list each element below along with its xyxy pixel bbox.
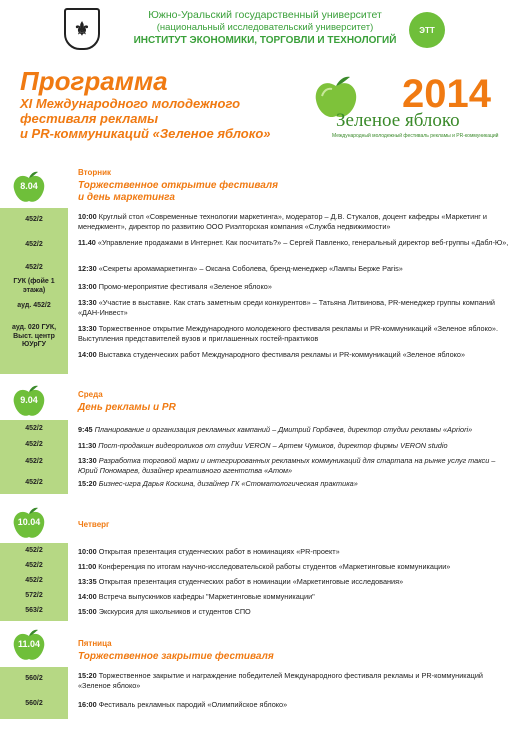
festival-brand xyxy=(312,70,512,150)
event-time: 11:00 xyxy=(78,562,97,571)
event-room: ауд. 020 ГУК, Выст. центр ЮУрГУ xyxy=(11,324,57,348)
event-room: 452/2 xyxy=(25,264,43,271)
event-time: 11.40 xyxy=(78,238,96,247)
event-room: 452/2 xyxy=(25,425,43,432)
event-description: «Секреты аромамаркетинга» – Оксана Соболева, бренд-менеджер «Лампы Берже Paris» xyxy=(98,264,403,273)
event-text xyxy=(78,456,512,475)
program-title xyxy=(20,66,271,141)
event-room: 560/2 xyxy=(25,675,43,682)
day-date: 8.04 xyxy=(20,181,38,191)
university-crest-icon: ⚜ xyxy=(64,8,100,50)
event-room: 452/2 xyxy=(25,458,43,465)
event-time: 13:30 xyxy=(78,298,97,307)
event-description: Планирование и организация рекламных кампаний – Дмитрий Горбачев, директор студии рекламы «Apriori» xyxy=(94,425,473,434)
event-time: 12:30 xyxy=(78,264,97,273)
event-description: Конференция по итогам научно-исследовательской работы студентов «Маркетинговые коммуникации» xyxy=(98,562,451,571)
event-room: 560/2 xyxy=(25,700,43,707)
page-header xyxy=(0,0,516,60)
event-description: Открытая презентация студенческих работ в номинации «Маркетинговые исследования» xyxy=(98,577,404,586)
event-description: Открытая презентация студенческих работ в номинациях «PR-проект» xyxy=(98,547,340,556)
program-subtitle-1: XI Международного молодежного xyxy=(20,96,241,111)
day-date: 11.04 xyxy=(17,639,41,649)
event-text xyxy=(78,441,512,451)
event-text xyxy=(78,282,512,292)
event-room: ауд. 452/2 xyxy=(17,302,51,309)
event-text xyxy=(78,479,512,489)
event-time: 14:00 xyxy=(78,592,97,601)
event-room: 452/2 xyxy=(25,547,43,554)
event-text xyxy=(78,671,512,690)
event-text xyxy=(78,212,512,231)
event-text xyxy=(78,700,512,710)
event-room: 452/2 xyxy=(25,479,43,486)
event-description: «Участие в выставке. Как стать заметным среди конкурентов» – Татьяна Литвинова, PR-менеджер группы компаний «ДАН-Инвест» xyxy=(78,298,495,317)
event-description: Разработка торговой марки и интегрированных рекламных коммуникаций для стартапа на рынке услуг такси – Юрий Пономарев, дизайнер креативного агентства «Атом» xyxy=(78,456,496,475)
day-weekday: Четверг xyxy=(78,520,110,529)
day-date: 9.04 xyxy=(20,395,38,405)
event-room: 452/2 xyxy=(25,216,43,223)
event-room: 452/2 xyxy=(25,441,43,448)
event-room: 563/2 xyxy=(25,607,43,614)
event-time: 11:30 xyxy=(78,441,97,450)
program-subtitle-3: и PR-коммуникаций «Зеленое яблоко» xyxy=(20,126,271,141)
event-time: 13:00 xyxy=(78,282,97,291)
event-text xyxy=(78,577,512,587)
event-description: Промо-мероприятие фестиваля «Зеленое яблоко» xyxy=(98,282,272,291)
festival-tagline: Международный молодежный фестиваль рекламы и PR-коммуникаций xyxy=(332,133,499,139)
festival-name: Зеленое яблоко xyxy=(336,110,460,131)
event-time: 13:30 xyxy=(78,324,97,333)
event-text xyxy=(78,238,512,248)
event-text xyxy=(78,562,512,572)
event-time: 13:35 xyxy=(78,577,97,586)
event-text xyxy=(78,425,512,435)
event-room: 572/2 xyxy=(25,592,43,599)
event-description: Круглый стол «Современные технологии маркетинга», модератор – Д.В. Стукалов, доцент кафедры «Маркетинг и менеджмент», директор по развитию ООО Риэлторская компания «Служба недвижимости» xyxy=(78,212,487,231)
event-description: Выставка студенческих работ Международного фестиваля рекламы и PR-коммуникаций «Зеленое яблоко» xyxy=(98,350,466,359)
institute-logo-icon: ЭТТ xyxy=(409,12,445,48)
day-title: День рекламы и PR xyxy=(78,402,176,413)
day-weekday: Среда xyxy=(78,390,103,399)
event-time: 10:00 xyxy=(78,212,97,221)
program-subtitle-2: фестиваля рекламы xyxy=(20,111,159,126)
event-time: 10:00 xyxy=(78,547,97,556)
event-text xyxy=(78,592,512,602)
day-weekday: Пятница xyxy=(78,639,112,648)
event-time: 16:00 xyxy=(78,700,97,709)
day-title-line2: и день маркетинга xyxy=(78,192,175,203)
event-time: 9:45 xyxy=(78,425,93,434)
event-text xyxy=(78,607,512,617)
event-description: Бизнес-игра Дарья Коскина, дизайнер ГК «Стоматологическая практика» xyxy=(98,479,358,488)
event-text xyxy=(78,264,512,274)
event-time: 15:20 xyxy=(78,479,97,488)
day-date: 10.04 xyxy=(17,517,41,527)
event-description: Торжественное закрытие и награждение победителей Международного фестиваля рекламы и PR-коммуникаций «Зеленое яблоко» xyxy=(78,671,484,690)
event-description: Экскурсия для школьников и студентов СПО xyxy=(98,607,251,616)
day-title: Торжественное закрытие фестиваля xyxy=(78,651,274,662)
event-description: Встреча выпускников кафедры "Маркетинговые коммуникации" xyxy=(98,592,315,601)
event-description: Пост-продакшн видеороликов от студии VERON – Артем Чумиков, директор фирмы VERON studio xyxy=(98,441,448,450)
event-text xyxy=(78,298,512,317)
event-description: «Управление продажами в Интернет. Как посчитать?» – Сергей Павленко, генеральный директор веб-группы «Дабл-Ю», xyxy=(97,238,509,247)
event-text xyxy=(78,350,512,360)
festival-year: 2014 xyxy=(402,72,491,116)
event-description: Торжественное открытие Международного молодежного фестиваля рекламы и PR-коммуникаций «Зеленое яблоко». Выступления представителей вузов и приглашенных гостей-практиков xyxy=(78,324,499,343)
event-text xyxy=(78,547,512,557)
university-name: Южно-Уральский государственный университет xyxy=(148,9,382,21)
day-weekday: Вторник xyxy=(78,168,112,177)
event-time: 13:30 xyxy=(78,456,97,465)
day-title: Торжественное открытие фестиваля xyxy=(78,180,279,191)
event-room: 452/2 xyxy=(25,241,43,248)
event-room: 452/2 xyxy=(25,577,43,584)
event-time: 14:00 xyxy=(78,350,97,359)
institute-name: ИНСТИТУТ ЭКОНОМИКИ, ТОРГОВЛИ И ТЕХНОЛОГИЙ xyxy=(133,35,397,46)
event-text xyxy=(78,324,512,343)
event-room: ГУК (фойе 1 этажа) xyxy=(13,278,55,294)
university-status: (национальный исследовательский университет) xyxy=(156,22,374,33)
event-time: 15:00 xyxy=(78,607,97,616)
program-heading: Программа xyxy=(20,66,168,96)
university-block xyxy=(100,9,430,47)
event-time: 15:20 xyxy=(78,671,97,680)
event-room: 452/2 xyxy=(25,562,43,569)
event-description: Фестиваль рекламных пародий «Олимпийское яблоко» xyxy=(98,700,288,709)
